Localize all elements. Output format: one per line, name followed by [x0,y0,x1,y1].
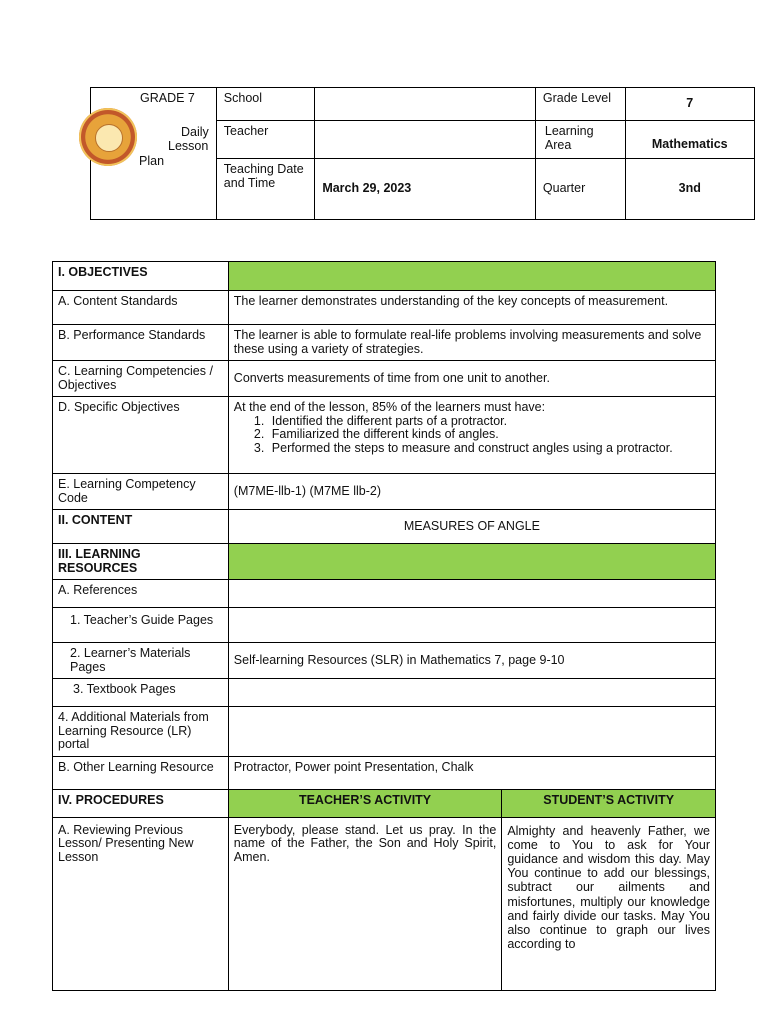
specific-objective-item: 3. Performed the steps to measure and construct angles using a protractor. [268,442,710,456]
specific-objectives-list [234,415,710,456]
title-cell [91,88,217,220]
lesson-plan-table [52,261,716,991]
specific-objectives-intro: At the end of the lesson, 85% of the learners must have: [233,400,546,414]
specific-objective-item: 2. Familiarized the different kinds of angles. [268,428,710,442]
performance-standards-label: B. Performance Standards [53,325,229,361]
competency-code-value: (M7ME-llb-1) (M7ME llb-2) [228,474,715,510]
competencies-value: Converts measurements of time from one unit to another. [228,361,715,397]
quarter-value: 3nd [625,159,754,220]
step-a-teacher-activity: Everybody, please stand. Let us pray. In the name of the Father, the Son and Holy Spirit, Amen. [228,817,502,990]
school-value [315,88,536,121]
learners-materials-label: 2. Learner’s Materials Pages [53,643,229,679]
content-standards-value: The learner demonstrates understanding of the key concepts of measurement. [228,291,715,325]
resources-heading-fill [228,544,715,580]
step-a-label: A. Reviewing Previous Lesson/ Presenting New Lesson [53,817,229,990]
school-seal-logo [79,108,137,166]
textbook-pages-label: 3. Textbook Pages [53,679,229,707]
step-a-student-activity: Almighty and heavenly Father, we come to You to ask for Your guidance and wisdom this day. May You continue to add our blessings, subtract our ailments and misfortunes, multiply our knowledge and fairly divide our tasks. May You also continue to graph our lives according to [507,823,710,952]
teaching-date-value: March 29, 2023 [315,159,536,220]
title-plan: Plan [139,153,165,168]
other-resources-label: B. Other Learning Resource [53,756,229,789]
competency-code-label: E. Learning Competency Code [53,474,229,510]
teacher-activity-header: TEACHER’S ACTIVITY [228,789,502,817]
teachers-guide-value [228,608,715,643]
teachers-guide-label: 1. Teacher’s Guide Pages [53,608,229,643]
learners-materials-value: Self-learning Resources (SLR) in Mathematics 7, page 9-10 [228,643,715,679]
teacher-label: Teacher [216,121,315,159]
teaching-date-label: Teaching Date and Time [216,159,315,220]
specific-objectives-label: D. Specific Objectives [53,397,229,474]
specific-objectives-cell [228,397,715,474]
step-a-student-cell [502,817,716,990]
objectives-heading-fill [228,262,715,291]
procedures-heading: IV. PROCEDURES [53,789,229,817]
competencies-label: C. Learning Competencies / Objectives [53,361,229,397]
references-value [228,580,715,608]
title-lesson: Lesson [168,139,209,153]
content-value: MEASURES OF ANGLE [228,510,715,544]
grade-label: GRADE 7 [140,91,195,105]
title-daily: Daily [181,124,209,139]
grade-level-value: 7 [625,88,754,121]
header-table [90,87,755,220]
school-label: School [216,88,315,121]
references-label: A. References [53,580,229,608]
performance-standards-value: The learner is able to formulate real-life problems involving measurements and solve these using a variety of strategies. [228,325,715,361]
teacher-value [315,121,536,159]
other-resources-value: Protractor, Power point Presentation, Chalk [228,756,715,789]
learning-area-label: Learning Area [535,121,625,159]
textbook-pages-value [228,679,715,707]
specific-objective-item: 1. Identified the different parts of a protractor. [268,415,710,429]
resources-heading: III. LEARNING RESOURCES [53,544,229,580]
additional-materials-label: 4. Additional Materials from Learning Resource (LR) portal [53,707,229,757]
student-activity-header: STUDENT’S ACTIVITY [502,789,716,817]
quarter-label: Quarter [535,159,625,220]
learning-area-value: Mathematics [625,121,754,159]
objectives-heading: I. OBJECTIVES [53,262,229,291]
additional-materials-value [228,707,715,757]
content-standards-label: A. Content Standards [53,291,229,325]
content-heading: II. CONTENT [53,510,229,544]
grade-level-label: Grade Level [535,88,625,121]
